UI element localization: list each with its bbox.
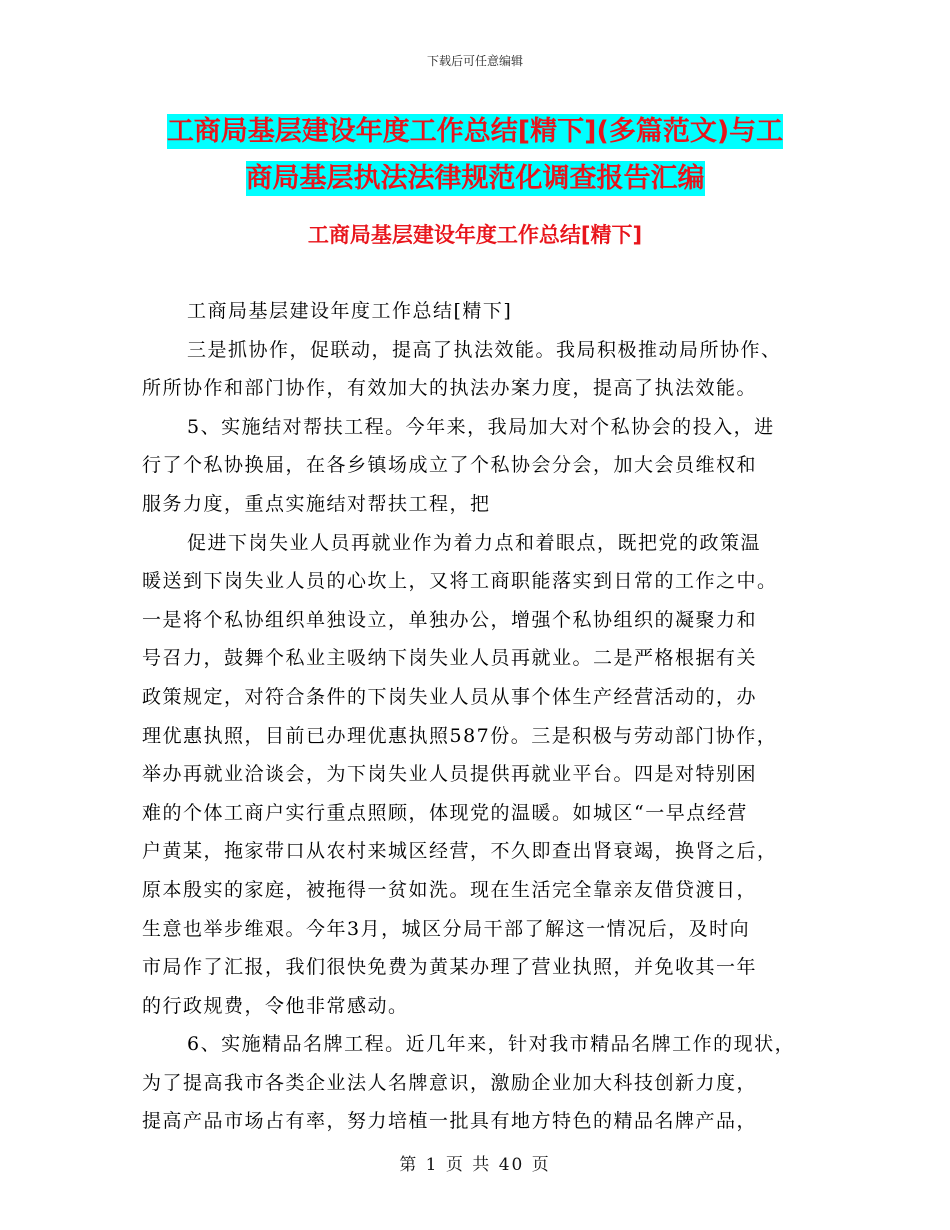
text-line: 的行政规费，令他非常感动。 (142, 994, 409, 1017)
text-line: 生意也举步维艰。今年3月，城区分局干部了解这一情况后，及时向 (142, 917, 751, 940)
page-footer: 第 1 页 共 40 页 (399, 1155, 551, 1175)
text-line: 举办再就业洽谈会，为下岗失业人员提供再就业平台。四是对特别困 (142, 763, 758, 786)
text-line: 一是将个私协组织单独设立，单独办公，增强个私协组织的凝聚力和 (142, 608, 758, 631)
header-note: 下载后可任意编辑 (426, 54, 523, 68)
text-line: 理优惠执照，目前已办理优惠执照587份。三是积极与劳动部门协作， (142, 724, 778, 747)
text-line: 所所协作和部门协作，有效加大的执法办案力度，提高了执法效能。 (142, 377, 758, 400)
text-line: 政策规定，对符合条件的下岗失业人员从事个体生产经营活动的，办 (142, 685, 758, 708)
text-line: 服务力度，重点实施结对帮扶工程，把 (142, 492, 491, 515)
text-line: 难的个体工商户实行重点照顾，体现党的温暖。如城区“一早点经营 (142, 801, 748, 824)
text-line: 号召力，鼓舞个私业主吸纳下岗失业人员再就业。二是严格根据有关 (142, 647, 758, 670)
title-line-1: 工商局基层建设年度工作总结[精下](多篇范文)与工 (166, 116, 784, 147)
title-line-2: 商局基层执法法律规范化调查报告汇编 (245, 163, 705, 194)
text-line: 市局作了汇报，我们很快免费为黄某办理了营业执照，并免收其一年 (142, 956, 758, 979)
document-title (80, 108, 870, 202)
text-line: 工商局基层建设年度工作总结[精下] (187, 300, 513, 322)
text-line: 原本殷实的家庭，被拖得一贫如洗。现在生活完全靠亲友借贷渡日， (142, 878, 758, 901)
text-line: 提高产品市场占有率，努力培植一批具有地方特色的精品名牌产品， (142, 1110, 758, 1133)
section-title: 工商局基层建设年度工作总结[精下] (307, 223, 643, 247)
text-line: 6、实施精品名牌工程。近几年来，针对我市精品名牌工作的现状， (187, 1033, 796, 1056)
body-text (142, 292, 814, 1141)
text-line: 为了提高我市各类企业法人名牌意识，激励企业加大科技创新力度， (142, 1071, 758, 1094)
text-line: 5、实施结对帮扶工程。今年来，我局加大对个私协会的投入，进 (187, 415, 775, 438)
text-line: 三是抓协作，促联动，提高了执法效能。我局积极推动局所协作、 (187, 338, 782, 361)
text-line: 促进下岗失业人员再就业作为着力点和着眼点，既把党的政策温 (187, 531, 762, 554)
text-line: 户黄某，拖家带口从农村来城区经营，不久即查出肾衰竭，换肾之后， (142, 840, 778, 863)
text-line: 暖送到下岗失业人员的心坎上，又将工商职能落实到日常的工作之中。 (142, 570, 778, 593)
text-line: 行了个私协换届，在各乡镇场成立了个私协会分会，加大会员维权和 (142, 454, 758, 477)
